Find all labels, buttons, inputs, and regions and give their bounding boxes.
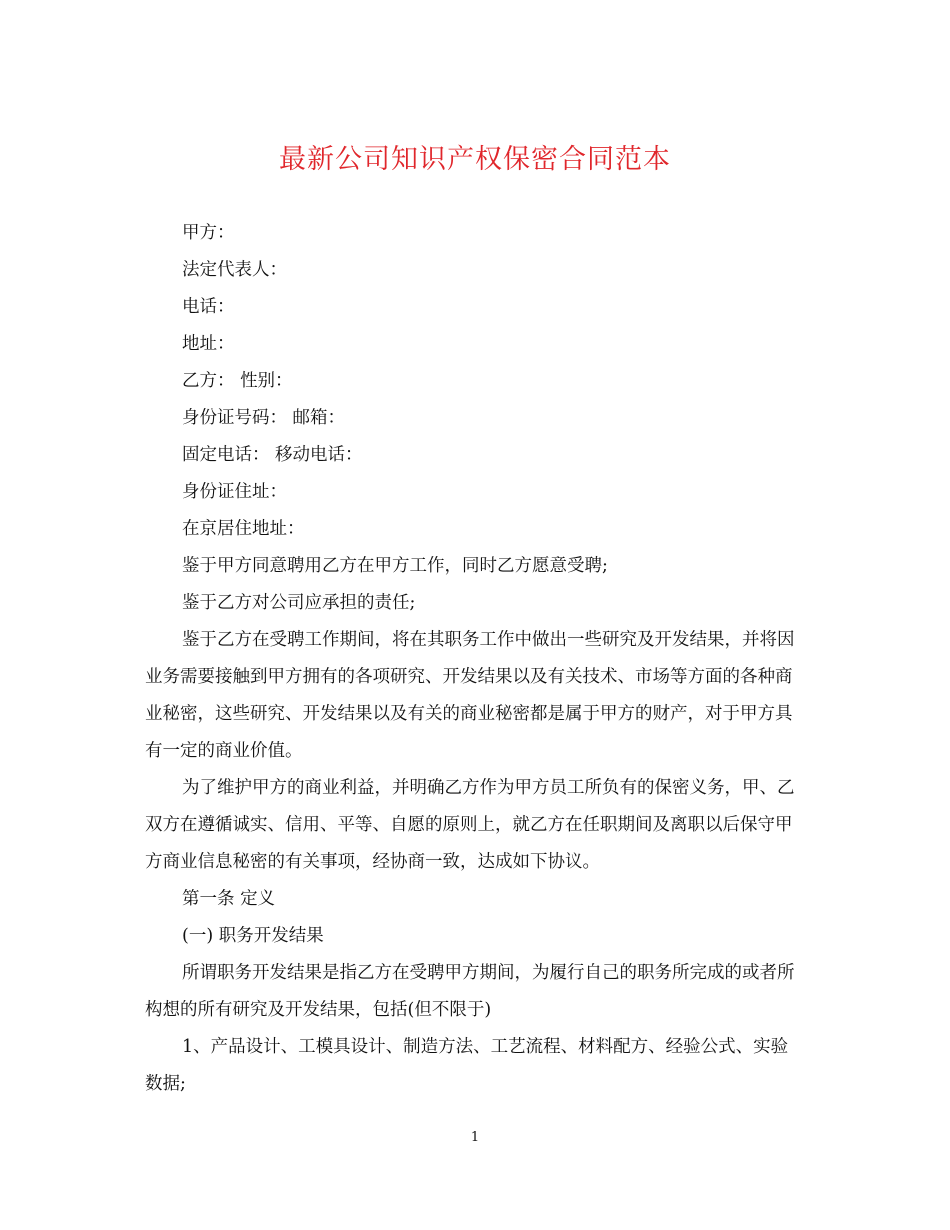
id-number-line: 身份证号码： 邮箱： xyxy=(182,408,346,428)
article-heading: 第一条 定义 xyxy=(182,889,276,909)
legal-representative-line: 法定代表人： xyxy=(182,260,287,280)
telephone-line: 固定电话： 移动电话： xyxy=(182,445,363,465)
recital-paragraph: 鉴于乙方在受聘工作期间，将在其职务工作中做出一些研究及开发结果，并将因业务需要接触到甲方拥有的各项研究、开发结果以及有关技术、市场等方面的各种商业秘密，这些研究、开发结果以及有关的商业秘密都是属于甲方的财产，对于甲方具有一定的商业价值。 xyxy=(145,630,795,761)
beijing-address-line: 在京居住地址： xyxy=(182,519,305,539)
section-heading: (一) 职务开发结果 xyxy=(182,926,324,946)
recital-paragraph: 鉴于甲方同意聘用乙方在甲方工作，同时乙方愿意受聘; xyxy=(182,556,608,576)
phone-line: 电话： xyxy=(182,297,235,317)
party-a-line: 甲方： xyxy=(182,223,235,243)
document-title: 最新公司知识产权保密合同范本 xyxy=(279,144,671,175)
recital-paragraph: 鉴于乙方对公司应承担的责任; xyxy=(182,593,416,613)
document-body xyxy=(145,215,805,1103)
recital-paragraph: 为了维护甲方的商业利益，并明确乙方作为甲方员工所负有的保密义务，甲、乙双方在遵循诚实、信用、平等、自愿的原则上，就乙方在任职期间及离职以后保守甲方商业信息秘密的有关事项，经协商一致，达成如下协议。 xyxy=(145,778,795,872)
party-b-line: 乙方： 性别： xyxy=(182,371,293,391)
id-address-line: 身份证住址： xyxy=(182,482,287,502)
list-item: 1、产品设计、工模具设计、制造方法、工艺流程、材料配方、经验公式、实验数据; xyxy=(145,1037,789,1094)
address-line: 地址： xyxy=(182,334,235,354)
page-number: 1 xyxy=(470,1130,480,1145)
body-paragraph: 所谓职务开发结果是指乙方在受聘甲方期间，为履行自己的职务所完成的或者所构想的所有研究及开发结果，包括(但不限于) xyxy=(145,963,795,1020)
